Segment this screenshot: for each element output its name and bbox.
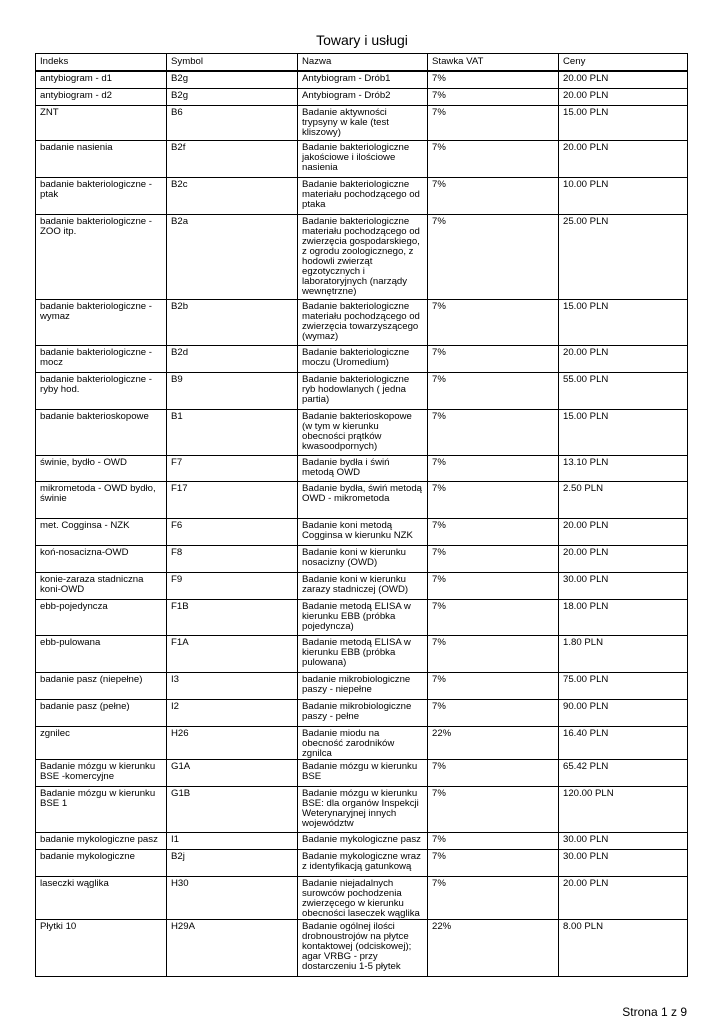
table-row — [36, 876, 688, 919]
cell-symbol: I3 — [167, 672, 298, 699]
table-row — [36, 345, 688, 372]
document-title: Towary i usługi — [316, 32, 408, 48]
cell-index: ebb-pojedyncza — [36, 599, 167, 635]
cell-symbol: G1A — [167, 759, 298, 786]
cell-symbol: G1B — [167, 786, 298, 832]
cell-name: Badanie mykologiczne wraz z identyfikacją gatunkową — [298, 849, 428, 876]
table-row — [36, 672, 688, 699]
cell-name: Badanie miodu na obecność zarodników zgnilca — [298, 726, 428, 759]
cell-index: badanie bakteriologiczne - wymaz — [36, 299, 167, 345]
cell-symbol: B6 — [167, 105, 298, 140]
cell-price: 55.00 PLN — [559, 372, 688, 409]
table-row — [36, 372, 688, 409]
table-row — [36, 849, 688, 876]
cell-symbol: I1 — [167, 832, 298, 849]
cell-vat: 22% — [428, 919, 559, 976]
services-table — [35, 53, 688, 977]
cell-name: Badanie bakterioskopowe (w tym w kierunku obecności prątków kwasoodpornych) — [298, 409, 428, 455]
cell-index: badanie bakteriologiczne - mocz — [36, 345, 167, 372]
cell-index: konie-zaraza stadniczna koni-OWD — [36, 572, 167, 599]
table-body — [36, 71, 688, 976]
cell-name: Badanie mikrobiologiczne paszy - pełne — [298, 699, 428, 726]
cell-price: 20.00 PLN — [559, 140, 688, 177]
cell-vat: 7% — [428, 177, 559, 214]
cell-index: badanie bakteriologiczne - ZOO itp. — [36, 214, 167, 299]
cell-index: ebb-pulowana — [36, 635, 167, 672]
table-row — [36, 919, 688, 976]
cell-vat: 7% — [428, 409, 559, 455]
cell-price: 30.00 PLN — [559, 832, 688, 849]
cell-symbol: B2d — [167, 345, 298, 372]
cell-name: Antybiogram - Drób1 — [298, 71, 428, 88]
cell-vat: 7% — [428, 71, 559, 88]
cell-index: koń-nosacizna-OWD — [36, 545, 167, 572]
cell-symbol: B2j — [167, 849, 298, 876]
table-row — [36, 105, 688, 140]
cell-index: met. Cogginsa - NZK — [36, 518, 167, 545]
column-header-price: Ceny — [559, 54, 688, 72]
cell-name: Badanie koni w kierunku zarazy stadniczej (OWD) — [298, 572, 428, 599]
table-row — [36, 545, 688, 572]
cell-name: Badanie ogólnej ilości drobnoustrojów na płytce kontaktowej (odciskowej); agar VRBG - przy dostarczeniu 1-5 płytek — [298, 919, 428, 976]
cell-index: zgnilec — [36, 726, 167, 759]
table-row — [36, 409, 688, 455]
table-row — [36, 786, 688, 832]
cell-vat: 7% — [428, 759, 559, 786]
cell-vat: 7% — [428, 481, 559, 518]
table-row — [36, 481, 688, 518]
cell-index: badanie bakteriologiczne - ryby hod. — [36, 372, 167, 409]
cell-symbol: F7 — [167, 455, 298, 481]
cell-symbol: I2 — [167, 699, 298, 726]
cell-index: świnie, bydło - OWD — [36, 455, 167, 481]
table-row — [36, 726, 688, 759]
cell-index: badanie pasz (pełne) — [36, 699, 167, 726]
cell-symbol: B2c — [167, 177, 298, 214]
cell-price: 30.00 PLN — [559, 572, 688, 599]
cell-symbol: B2f — [167, 140, 298, 177]
cell-index: badanie pasz (niepełne) — [36, 672, 167, 699]
cell-price: 15.00 PLN — [559, 105, 688, 140]
cell-index: Badanie mózgu w kierunku BSE 1 — [36, 786, 167, 832]
cell-name: Badanie mykologiczne pasz — [298, 832, 428, 849]
cell-price: 90.00 PLN — [559, 699, 688, 726]
cell-name: Badanie bakteriologiczne ryb hodowlanych ( jedna partia) — [298, 372, 428, 409]
cell-price: 65.42 PLN — [559, 759, 688, 786]
table-row — [36, 832, 688, 849]
cell-price: 15.00 PLN — [559, 409, 688, 455]
cell-index: antybiogram - d1 — [36, 71, 167, 88]
cell-symbol: F8 — [167, 545, 298, 572]
column-header-symbol: Symbol — [167, 54, 298, 72]
cell-index: laseczki wąglika — [36, 876, 167, 919]
page-number: Strona 1 z 9 — [622, 1005, 687, 1019]
cell-index: badanie nasienia — [36, 140, 167, 177]
cell-price: 1.80 PLN — [559, 635, 688, 672]
cell-vat: 7% — [428, 105, 559, 140]
table-row — [36, 71, 688, 88]
cell-symbol: B2g — [167, 71, 298, 88]
table-row — [36, 518, 688, 545]
cell-vat: 7% — [428, 672, 559, 699]
cell-price: 25.00 PLN — [559, 214, 688, 299]
cell-symbol: B1 — [167, 409, 298, 455]
cell-vat: 7% — [428, 545, 559, 572]
table-row — [36, 635, 688, 672]
cell-vat: 7% — [428, 635, 559, 672]
cell-name: Badanie aktywności trypsyny w kale (test kliszowy) — [298, 105, 428, 140]
cell-vat: 7% — [428, 214, 559, 299]
cell-symbol: F1A — [167, 635, 298, 672]
cell-price: 8.00 PLN — [559, 919, 688, 976]
cell-index: Płytki 10 — [36, 919, 167, 976]
cell-vat: 7% — [428, 699, 559, 726]
cell-symbol: F6 — [167, 518, 298, 545]
cell-vat: 7% — [428, 786, 559, 832]
cell-price: 20.00 PLN — [559, 345, 688, 372]
cell-price: 20.00 PLN — [559, 876, 688, 919]
cell-index: badanie bakteriologiczne - ptak — [36, 177, 167, 214]
cell-price: 20.00 PLN — [559, 545, 688, 572]
cell-name: Badanie metodą ELISA w kierunku EBB (próbka pulowana) — [298, 635, 428, 672]
cell-vat: 7% — [428, 140, 559, 177]
cell-vat: 7% — [428, 876, 559, 919]
cell-name: Badanie bakteriologiczne jakościowe i ilościowe nasienia — [298, 140, 428, 177]
cell-index: badanie mykologiczne pasz — [36, 832, 167, 849]
cell-price: 2.50 PLN — [559, 481, 688, 518]
cell-price: 30.00 PLN — [559, 849, 688, 876]
cell-name: Badanie bakteriologiczne materiału pochodzącego od ptaka — [298, 177, 428, 214]
cell-name: Antybiogram - Drób2 — [298, 88, 428, 105]
table-row — [36, 177, 688, 214]
cell-symbol: F1B — [167, 599, 298, 635]
cell-price: 18.00 PLN — [559, 599, 688, 635]
cell-vat: 7% — [428, 599, 559, 635]
cell-name: badanie mikrobiologiczne paszy - niepełne — [298, 672, 428, 699]
cell-index: ZNT — [36, 105, 167, 140]
cell-price: 15.00 PLN — [559, 299, 688, 345]
cell-price: 13.10 PLN — [559, 455, 688, 481]
cell-symbol: F9 — [167, 572, 298, 599]
cell-price: 20.00 PLN — [559, 88, 688, 105]
cell-price: 10.00 PLN — [559, 177, 688, 214]
cell-name: Badanie bakteriologiczne materiału pochodzącego od zwierzęcia towarzyszącego (wymaz) — [298, 299, 428, 345]
table-row — [36, 455, 688, 481]
cell-name: Badanie mózgu w kierunku BSE: dla organów Inspekcji Weterynaryjnej innych województw — [298, 786, 428, 832]
cell-vat: 7% — [428, 572, 559, 599]
cell-vat: 7% — [428, 455, 559, 481]
cell-price: 20.00 PLN — [559, 71, 688, 88]
cell-price: 16.40 PLN — [559, 726, 688, 759]
cell-name: Badanie koni metodą Cogginsa w kierunku NZK — [298, 518, 428, 545]
column-header-index: Indeks — [36, 54, 167, 72]
cell-symbol: B2b — [167, 299, 298, 345]
cell-symbol: B2g — [167, 88, 298, 105]
cell-index: badanie mykologiczne — [36, 849, 167, 876]
table-row — [36, 88, 688, 105]
cell-price: 75.00 PLN — [559, 672, 688, 699]
cell-vat: 7% — [428, 832, 559, 849]
cell-symbol: H29A — [167, 919, 298, 976]
column-header-name: Nazwa — [298, 54, 428, 72]
table-row — [36, 572, 688, 599]
cell-vat: 7% — [428, 372, 559, 409]
cell-index: Badanie mózgu w kierunku BSE -komercyjne — [36, 759, 167, 786]
column-header-vat: Stawka VAT — [428, 54, 559, 72]
cell-vat: 7% — [428, 849, 559, 876]
cell-name: Badanie mózgu w kierunku BSE — [298, 759, 428, 786]
cell-index: antybiogram - d2 — [36, 88, 167, 105]
cell-index: badanie bakterioskopowe — [36, 409, 167, 455]
cell-price: 20.00 PLN — [559, 518, 688, 545]
cell-name: Badanie metodą ELISA w kierunku EBB (próbka pojedyncza) — [298, 599, 428, 635]
cell-name: Badanie bakteriologiczne moczu (Uromedium) — [298, 345, 428, 372]
table-row — [36, 299, 688, 345]
cell-symbol: H26 — [167, 726, 298, 759]
table-row — [36, 699, 688, 726]
table-row — [36, 759, 688, 786]
cell-symbol: B9 — [167, 372, 298, 409]
cell-name: Badanie bydła i świń metodą OWD — [298, 455, 428, 481]
cell-name: Badanie koni w kierunku nosacizny (OWD) — [298, 545, 428, 572]
cell-vat: 7% — [428, 88, 559, 105]
cell-symbol: H30 — [167, 876, 298, 919]
table-row — [36, 599, 688, 635]
cell-price: 120.00 PLN — [559, 786, 688, 832]
table-row — [36, 140, 688, 177]
cell-name: Badanie bakteriologiczne materiału pochodzącego od zwierzęcia gospodarskiego, z ogrodu zoologicznego, z hodowli zwierząt egzotycznych i laboratoryjnych (narządy wewnętrzne) — [298, 214, 428, 299]
cell-index: mikrometoda - OWD bydło, świnie — [36, 481, 167, 518]
cell-name: Badanie niejadalnych surowców pochodzenia zwierzęcego w kierunku obecności laseczek wąglika — [298, 876, 428, 919]
cell-vat: 7% — [428, 299, 559, 345]
table-header-row — [36, 54, 688, 72]
cell-vat: 7% — [428, 518, 559, 545]
cell-vat: 22% — [428, 726, 559, 759]
cell-vat: 7% — [428, 345, 559, 372]
cell-symbol: F17 — [167, 481, 298, 518]
cell-symbol: B2a — [167, 214, 298, 299]
cell-name: Badanie bydła, świń metodą OWD - mikrometoda — [298, 481, 428, 518]
table-row — [36, 214, 688, 299]
